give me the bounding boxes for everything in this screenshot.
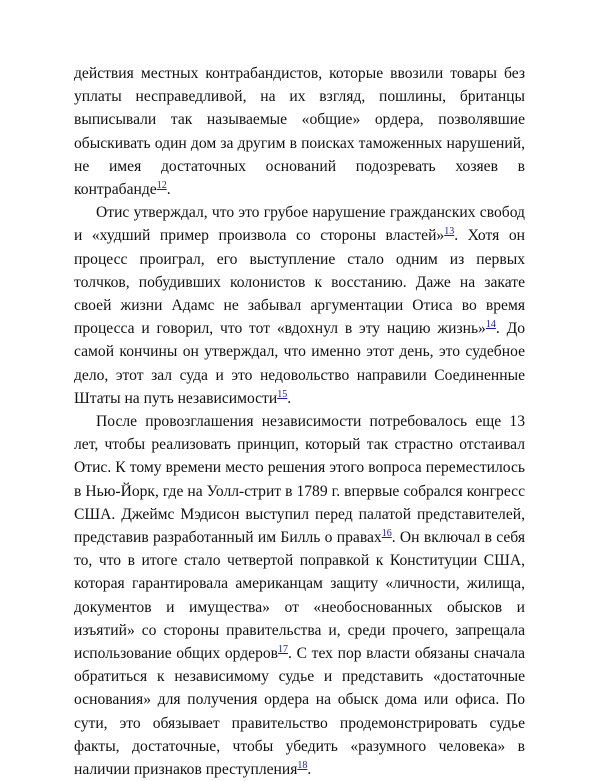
footnote-link-17[interactable]: 17 <box>278 643 289 655</box>
paragraph-2-tail: . <box>287 389 292 407</box>
footnote-link-18[interactable]: 18 <box>297 759 308 771</box>
paragraph-1 <box>74 62 525 201</box>
paragraph-2 <box>74 201 525 410</box>
footnote-link-16[interactable]: 16 <box>381 527 392 539</box>
paragraph-1-text: действия местных контрабандистов, которые ввозили товары без уплаты несправедливой, на их взгляд, пошлины, британцы выписывали так называемые «общие» ордера, позволявшие обыскивать один дом за другим в поисках таможенных нарушений, не имея достаточных оснований подозревать хозяев в контрабанде <box>74 65 525 199</box>
paragraph-2-text-b: . Хотя он процесс проиграл, его выступление стало одним из первых толчков, побудивших колонистов к восстанию. Даже на закате своей жизни Адамс не забывал аргументации Отиса во время процесса и говорил, что тот «вдохнул в эту нацию жизнь» <box>74 227 525 338</box>
footnote-link-14[interactable]: 14 <box>485 319 496 331</box>
paragraph-2-text-a: Отис утверждал, что это грубое нарушение гражданских свобод и «худший пример произвола со стороны властей» <box>74 204 525 245</box>
footnote-link-12[interactable]: 12 <box>156 179 167 191</box>
paragraph-3-tail: . <box>307 761 312 779</box>
paragraph-3 <box>74 410 525 781</box>
footnote-link-15[interactable]: 15 <box>277 388 288 400</box>
paragraph-1-tail: . <box>166 181 171 199</box>
document-page <box>74 62 525 781</box>
paragraph-3-text-c: . С тех пор власти обязаны сначала обратиться к независимому судье и представить «достаточные основания» для получения ордера на обыск дома или офиса. По сути, это обязывает правительство продемонстрировать судье факты, достаточные, чтобы убедить «разумного человека» в наличии признаков преступления <box>74 645 526 779</box>
paragraph-3-text-a: После провозглашения независимости потребовалось еще 13 лет, чтобы реализовать принцип, который так страстно отстаивал Отис. К тому времени место решения этого вопроса переместилось в Нью-Йорк, где на Уолл-стрит в 1789 г. впервые собрался конгресс США. Джеймс Мэдисон выступил перед палатой представителей, представив разработанный им Билль о правах <box>74 413 525 547</box>
footnote-link-13[interactable]: 13 <box>444 226 455 238</box>
paragraph-2-text-c: . До самой кончины он утверждал, что именно этот день, это судебное дело, этот зал суда и это недовольство направили Соединенные Штаты на путь независимости <box>74 320 525 407</box>
paragraph-3-text-b: . Он включал в себя то, что в итоге стало четвертой поправкой к Конституции США, которая гарантировала американцам защиту «личности, жилища, документов и имущества» от «необоснованных обысков и изъятий» со стороны правительства и, среди прочего, запрещала использование общих ордеров <box>74 529 526 663</box>
